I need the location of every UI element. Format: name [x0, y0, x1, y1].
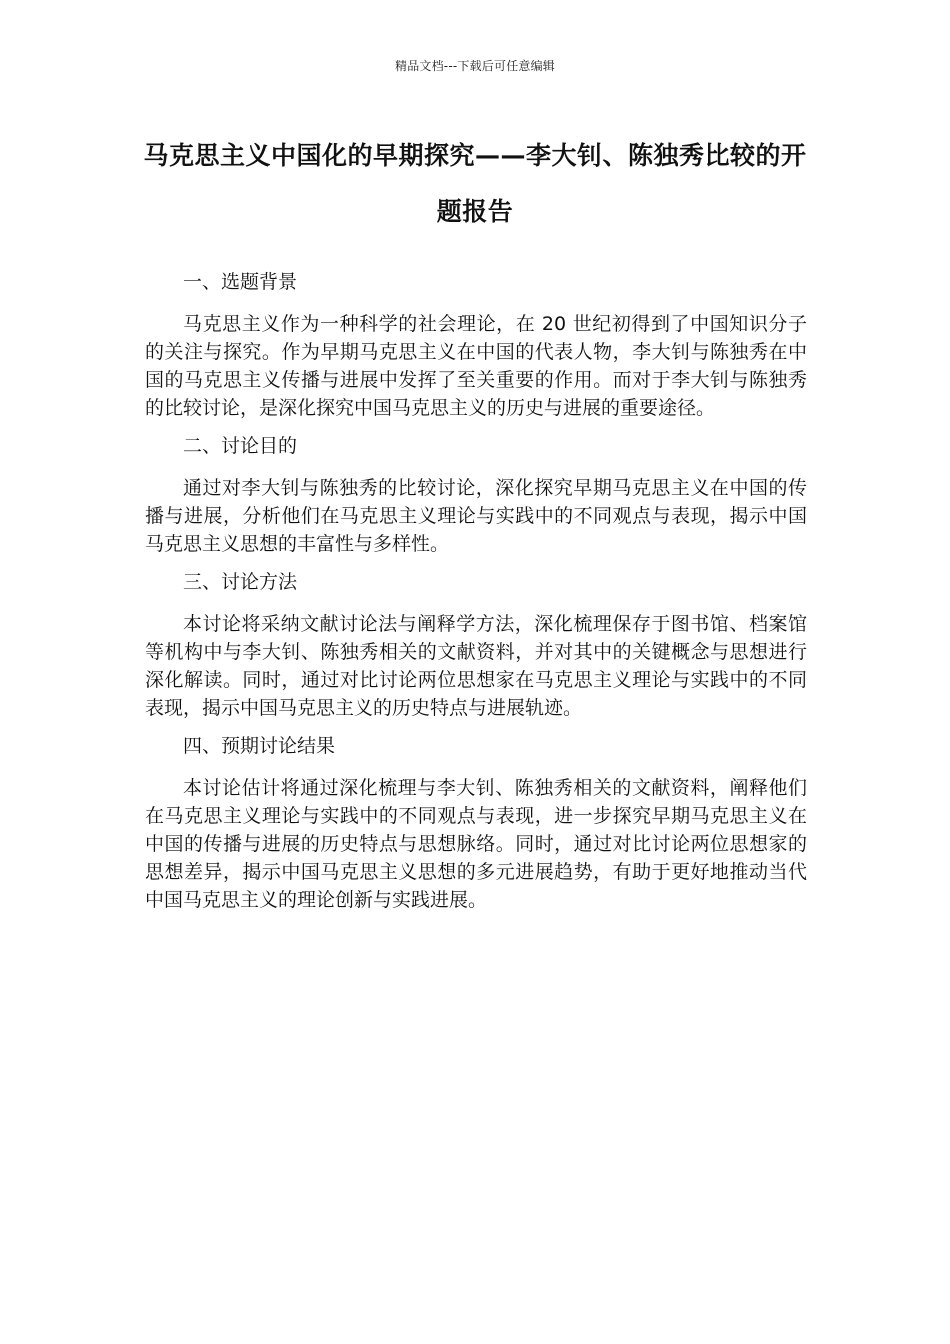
section-heading: 四、预期讨论结果 — [183, 735, 336, 757]
document-title: 马克思主义中国化的早期探究——李大钊、陈独秀比较的开题报告 — [143, 141, 807, 226]
section-heading: 二、讨论目的 — [183, 435, 298, 457]
section-purpose — [145, 432, 807, 558]
section-heading: 一、选题背景 — [183, 271, 298, 293]
section-paragraph: 本讨论估计将通过深化梳理与李大钊、陈独秀相关的文献资料，阐释他们在马克思主义理论与实践中的不同观点与表现，进一步探究早期马克思主义在中国的传播与进展的历史特点与思想脉络。同时，通过对比讨论两位思想家的思想差异，揭示中国马克思主义思想的多元进展趋势，有助于更好地推动当代中国马克思主义的理论创新与实践进展。 — [145, 777, 807, 911]
section-paragraph: 本讨论将采纳文献讨论法与阐释学方法，深化梳理保存于图书馆、档案馆等机构中与李大钊、陈独秀相关的文献资料，并对其中的关键概念与思想进行深化解读。同时，通过对比讨论两位思想家在马克思主义理论与实践中的不同表现，揭示中国马克思主义的历史特点与进展轨迹。 — [145, 613, 807, 719]
section-method — [145, 568, 807, 722]
section-expected-results — [145, 732, 807, 914]
section-background — [145, 268, 807, 422]
section-paragraph: 通过对李大钊与陈独秀的比较讨论，深化探究早期马克思主义在中国的传播与进展，分析他们在马克思主义理论与实践中的不同观点与表现，揭示中国马克思主义思想的丰富性与多样性。 — [145, 477, 807, 555]
section-heading: 三、讨论方法 — [183, 571, 298, 593]
header-note: 精品文档---下载后可任意编辑 — [395, 59, 555, 73]
document-body — [145, 268, 807, 924]
section-paragraph: 马克思主义作为一种科学的社会理论，在 20 世纪初得到了中国知识分子的关注与探究。作为早期马克思主义在中国的代表人物，李大钊与陈独秀在中国的马克思主义传播与进展中发挥了至关重要的作用。而对于李大钊与陈独秀的比较讨论，是深化探究中国马克思主义的历史与进展的重要途径。 — [145, 313, 807, 419]
